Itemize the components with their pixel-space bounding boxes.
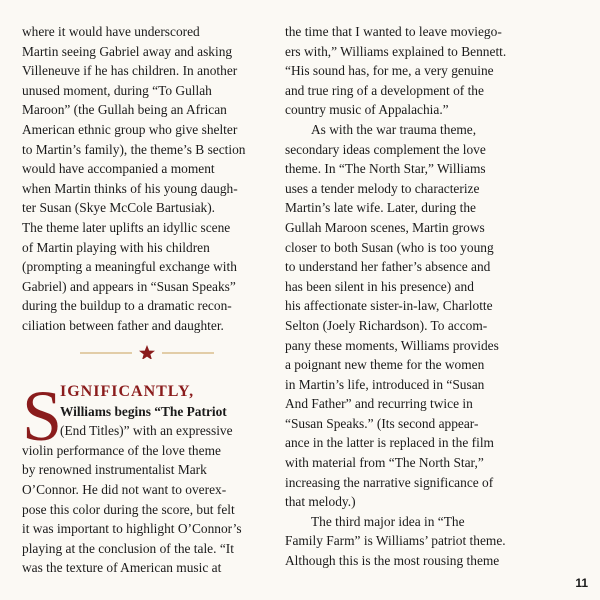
text-line: unused moment, during “To Gullah	[22, 82, 212, 98]
text-line: and true ring of a development of the	[285, 82, 484, 98]
text-line: a poignant new theme for the women	[285, 357, 485, 373]
text-line: by renowned instrumentalist Mark	[22, 462, 207, 478]
right-column	[285, 22, 540, 571]
text-line: that melody.)	[285, 494, 356, 510]
text-line: has been silent in his presence) and	[285, 278, 474, 294]
text-line: during the buildup to a dramatic recon-	[22, 298, 232, 314]
section-heading: IGNIFICANTLY,	[60, 383, 195, 400]
text-line: And Father” and recurring twice in	[285, 396, 473, 412]
star-divider-ornament	[80, 345, 214, 359]
text-line: pany these moments, Williams provides	[285, 337, 499, 353]
text-line: would have accompanied a moment	[22, 161, 215, 177]
text-line: ter Susan (Skye McCole Bartusiak).	[22, 200, 216, 216]
text-line: country music of Appalachia.”	[285, 102, 449, 118]
text-line: Although this is the most rousing theme	[285, 553, 500, 569]
text-line: was the texture of American music at	[22, 560, 222, 576]
text-line: where it would have underscored	[22, 24, 200, 39]
text-line: Martin’s late wife. Later, during the	[285, 200, 476, 216]
text-line: of Martin playing with his children	[22, 239, 210, 255]
text-line: ers with,” Williams explained to Bennett.	[285, 43, 507, 59]
text-line: playing at the conclusion of the tale. “It	[22, 540, 234, 556]
left-column	[22, 22, 275, 336]
text-line: O’Connor. He did not want to overex-	[22, 481, 227, 497]
text-line: Martin seeing Gabriel away and asking	[22, 43, 233, 59]
text-line: to Martin’s family), the theme’s B section	[22, 141, 246, 157]
text-line: Villeneuve if he has children. In another	[22, 63, 238, 79]
star-icon	[139, 345, 155, 359]
text-line: pose this color during the score, but felt	[22, 501, 235, 517]
significantly-section	[22, 376, 277, 578]
text-line: (prompting a meaningful exchange with	[22, 259, 237, 275]
text-line: “Susan Speaks.” (Its second appear-	[285, 415, 479, 431]
drop-cap: S	[22, 376, 63, 456]
text-line: Family Farm” is Williams’ patriot theme.	[285, 533, 506, 549]
text-line: increasing the narrative significance of	[285, 474, 494, 490]
page-number: 11	[575, 576, 588, 590]
text-line: uses a tender melody to characterize	[285, 180, 480, 196]
text-line: violin performance of the love theme	[22, 442, 221, 458]
text-line: (End Titles)” with an expressive	[60, 423, 233, 439]
lead-in-bold: Williams begins “The Patriot	[60, 403, 227, 419]
text-line: ance in the latter is replaced in the film	[285, 435, 494, 451]
text-line: in Martin’s life, introduced in “Susan	[285, 376, 485, 392]
text-line: The third major idea in “The	[311, 513, 465, 529]
text-line: closer to both Susan (who is too young	[285, 239, 494, 255]
text-line: As with the war trauma theme,	[311, 121, 477, 137]
text-line: it was important to highlight O’Connor’s	[22, 521, 242, 537]
text-line: when Martin thinks of his young daugh-	[22, 180, 238, 196]
text-line: The theme later uplifts an idyllic scene	[22, 219, 231, 235]
text-line: the time that I wanted to leave moviego-	[285, 24, 502, 39]
text-line: “His sound has, for me, a very genuine	[285, 63, 494, 79]
text-line: with material from “The North Star,”	[285, 455, 484, 471]
text-line: secondary ideas complement the love	[285, 141, 486, 157]
text-line: to understand her father’s absence and	[285, 259, 491, 275]
text-line: theme. In “The North Star,” Williams	[285, 161, 486, 177]
text-line: Maroon” (the Gullah being an African	[22, 102, 227, 118]
text-line: Gabriel) and appears in “Susan Speaks”	[22, 278, 236, 294]
text-line: his affectionate sister-in-law, Charlotte	[285, 298, 493, 314]
text-line: ciliation between father and daughter.	[22, 317, 224, 333]
text-line: Gullah Maroon scenes, Martin grows	[285, 219, 485, 235]
text-line: American ethnic group who give shelter	[22, 121, 238, 137]
text-line: Selton (Joely Richardson). To accom-	[285, 317, 488, 333]
